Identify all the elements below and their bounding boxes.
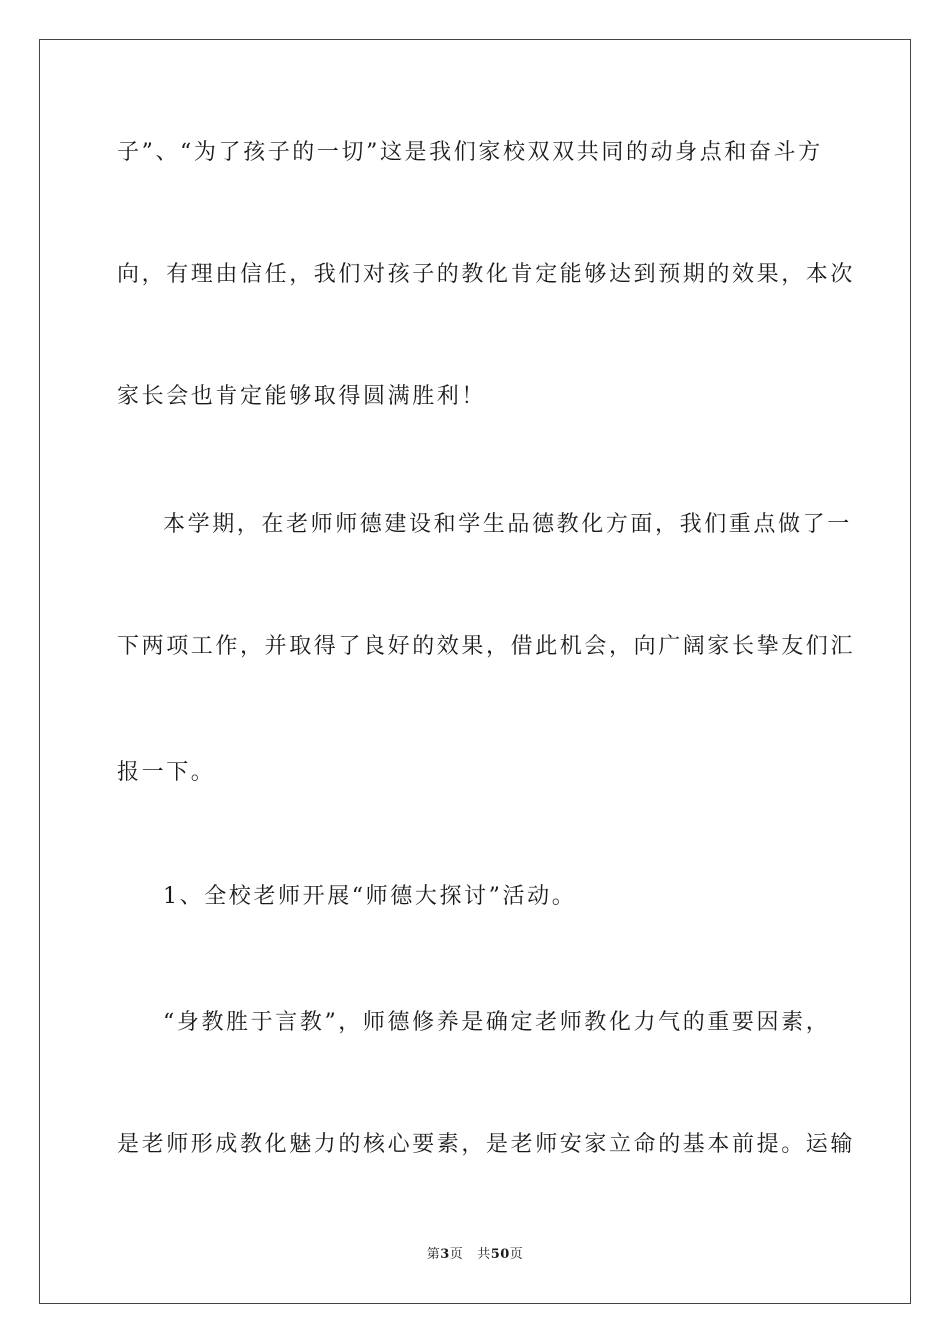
section-heading: 1、全校老师开展“师德大探讨”活动。 bbox=[163, 884, 577, 909]
page-suffix: 页 bbox=[449, 1247, 464, 1262]
page-footer bbox=[0, 1246, 950, 1264]
paragraph-first-line: “身教胜于言教”，师德修养是确定老师教化力气的重要因素， bbox=[163, 1010, 831, 1035]
total-pages: 50 bbox=[490, 1247, 510, 1262]
page-prefix: 第 bbox=[426, 1247, 441, 1262]
total-prefix: 共 bbox=[477, 1247, 491, 1262]
body-text-line: 向，有理由信任，我们对孩子的教化肯定能够达到预期的效果，本次 bbox=[117, 262, 856, 287]
page-border bbox=[39, 39, 911, 1304]
paragraph-first-line: 本学期，在老师师德建设和学生品德教化方面，我们重点做了一 bbox=[163, 512, 852, 537]
body-text-line: 下两项工作，并取得了良好的效果，借此机会，向广阔家长挚友们汇 bbox=[117, 634, 856, 659]
page-number: 3 bbox=[440, 1247, 450, 1262]
body-text-line: 报一下。 bbox=[117, 760, 216, 785]
body-text-line: 家长会也肯定能够取得圆满胜利！ bbox=[117, 384, 487, 409]
body-text-line: 是老师形成教化魅力的核心要素，是老师安家立命的基本前提。运输 bbox=[117, 1132, 856, 1157]
body-text-line: 子”、“为了孩子的一切”这是我们家校双双共同的动身点和奋斗方 bbox=[117, 140, 823, 165]
total-suffix: 页 bbox=[509, 1247, 524, 1262]
